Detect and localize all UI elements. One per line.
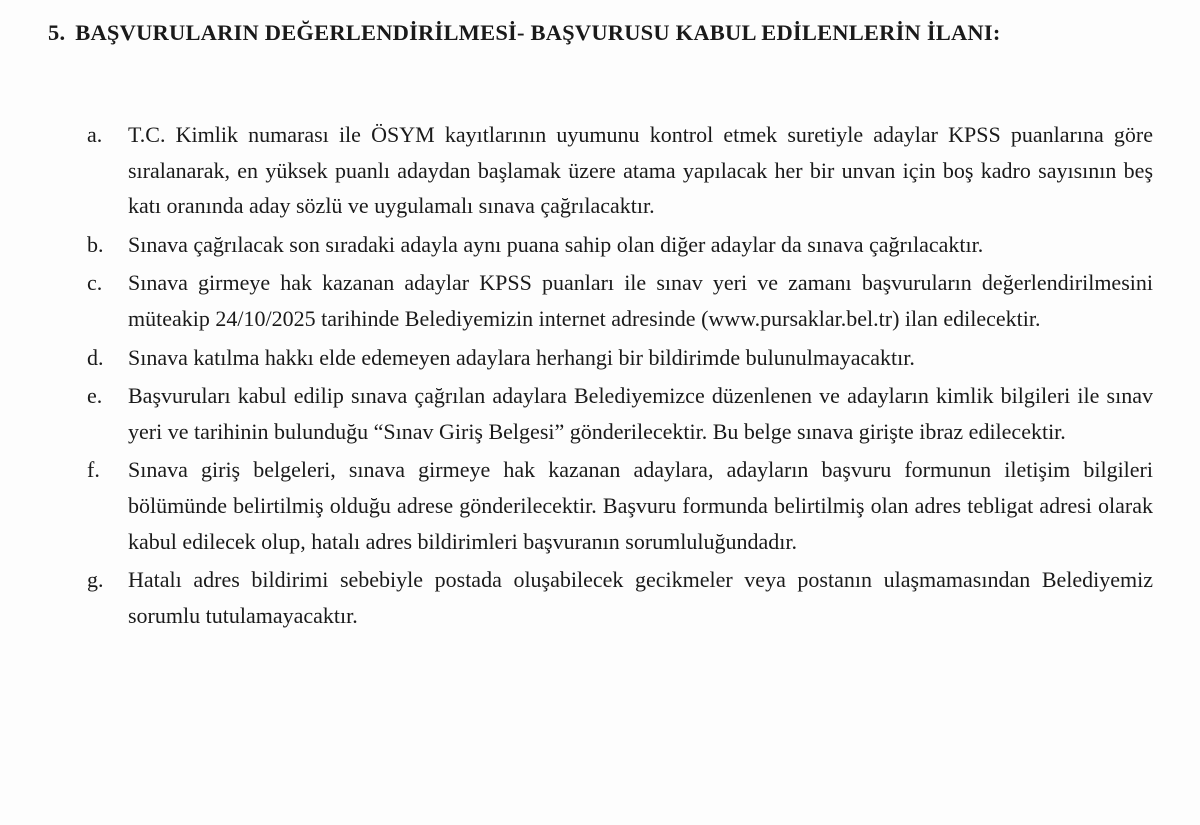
item-text: Sınava girmeye hak kazanan adaylar KPSS puanları ile sınav yeri ve zamanı başvuruların değerlendirilmesini müteakip 24/10/2025 tarihinde Belediyemizin internet adresinde (www.pursaklar.bel.tr) ilan edilecektir. xyxy=(128,270,1153,331)
item-marker: c. xyxy=(87,270,103,296)
item-text: Hatalı adres bildirimi sebebiyle postada oluşabilecek gecikmeler veya postanın ulaşmamasından Belediyemiz sorumlu tutulamayacaktır. xyxy=(128,567,1153,628)
item-marker: g. xyxy=(87,567,104,593)
item-text: Sınava çağrılacak son sıradaki adayla aynı puana sahip olan diğer adaylar da sınava çağrılacaktır. xyxy=(128,231,984,257)
list-item-g xyxy=(87,562,1153,633)
item-marker: b. xyxy=(87,231,104,257)
section-number: 5. xyxy=(48,20,66,45)
item-marker: e. xyxy=(87,383,103,409)
item-list xyxy=(87,117,1153,636)
item-marker: f. xyxy=(87,457,100,483)
item-text: Başvuruları kabul edilip sınava çağrılan adaylara Belediyemizce düzenlenen ve adayların kimlik bilgileri ile sınav yeri ve tarihinin bulunduğu “Sınav Giriş Belgesi” gönderilecektir. Bu belge sınava girişte ibraz edilecektir. xyxy=(128,383,1153,444)
list-item-e xyxy=(87,378,1153,449)
item-text: Sınava katılma hakkı elde edemeyen adaylara herhangi bir bildirimde bulunulmayacaktır. xyxy=(128,344,915,370)
item-marker: a. xyxy=(87,122,103,147)
list-item-d xyxy=(87,340,1153,376)
list-item-c xyxy=(87,265,1153,336)
section-heading xyxy=(48,16,1158,50)
section-title: BAŞVURULARIN DEĞERLENDİRİLMESİ- BAŞVURUSU KABUL EDİLENLERİN İLANI: xyxy=(75,20,1001,45)
item-text: T.C. Kimlik numarası ile ÖSYM kayıtlarının uyumunu kontrol etmek suretiyle adaylar KPSS puanlarına göre sıralanarak, en yüksek puanlı adaydan başlamak üzere atama yapılacak her bir unvan için boş kadro sayısının beş katı oranında aday sözlü ve uygulamalı sınava çağrılacaktır. xyxy=(128,122,1153,219)
list-item-f xyxy=(87,452,1153,559)
item-text: Sınava giriş belgeleri, sınava girmeye hak kazanan adaylara, adayların başvuru formunun iletişim bilgileri bölümünde belirtilmiş olduğu adrese gönderilecektir. Başvuru formunda belirtilmiş olan adres tebligat adresi olarak kabul edilecek olup, hatalı adres bildirimleri başvuranın sorumluluğundadır. xyxy=(128,457,1153,554)
item-marker: d. xyxy=(87,344,104,370)
list-item-b xyxy=(87,227,1153,263)
list-item-a xyxy=(87,117,1153,224)
